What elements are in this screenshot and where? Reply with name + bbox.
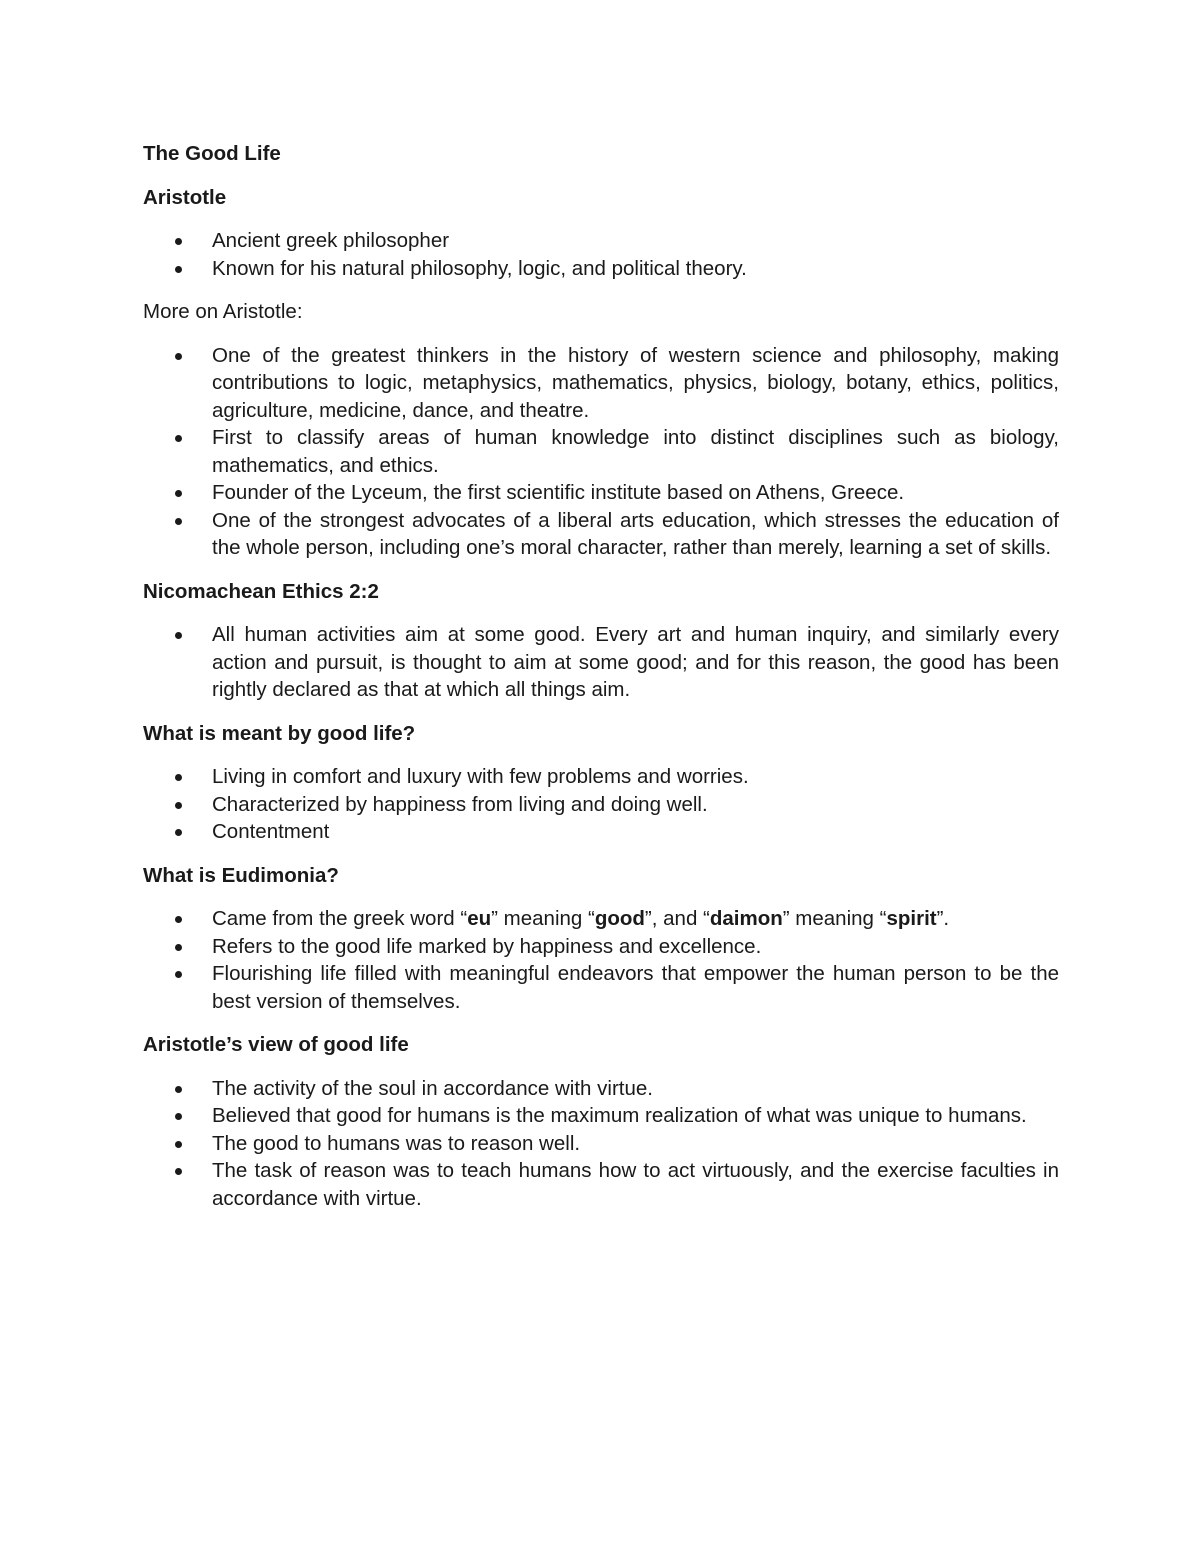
document-title: The Good Life [143, 142, 281, 165]
bullet-icon [175, 829, 182, 836]
list-item: One of the strongest advocates of a liberal arts education, which stresses the education of the whole person, including one’s moral character, rather than merely, learning a set of skills. [143, 507, 1059, 562]
bullet-icon [175, 632, 182, 639]
list-item: All human activities aim at some good. Every art and human inquiry, and similarly every action and pursuit, is thought to aim at some good; and for this reason, the good has been rightly declared as that at which all things aim. [143, 621, 1059, 704]
section-heading-more-on-aristotle: More on Aristotle: [143, 300, 303, 323]
list-item: Refers to the good life marked by happiness and excellence. [143, 933, 1059, 961]
bullet-icon [175, 1113, 182, 1120]
list-item: Contentment [143, 818, 1059, 846]
list-item: Ancient greek philosopher [143, 227, 1059, 255]
bullet-icon [175, 802, 182, 809]
bullet-icon [175, 971, 182, 978]
list-item: Living in comfort and luxury with few problems and worries. [143, 763, 1059, 791]
bullet-icon [175, 774, 182, 781]
aristotle-view-list [143, 1075, 1059, 1213]
nicomachean-list [143, 621, 1059, 704]
bullet-icon [175, 353, 182, 360]
section-heading-aristotle: Aristotle [143, 185, 227, 209]
list-item: The activity of the soul in accordance with virtue. [143, 1075, 1059, 1103]
list-item: Characterized by happiness from living and doing well. [143, 791, 1059, 819]
bullet-icon [175, 266, 182, 273]
section-heading-good-life: What is meant by good life? [143, 721, 416, 745]
bullet-icon [175, 490, 182, 497]
bullet-icon [175, 435, 182, 442]
list-item: Known for his natural philosophy, logic, and political theory. [143, 255, 1059, 283]
bullet-icon [175, 1086, 182, 1093]
term-eu: eu [467, 907, 492, 930]
term-good: good [594, 907, 645, 930]
term-daimon: daimon [709, 907, 783, 930]
bullet-icon [175, 238, 182, 245]
bullet-icon [175, 916, 182, 923]
good-life-list [143, 763, 1059, 846]
section-heading-nicomachean: Nicomachean Ethics 2:2 [143, 579, 379, 603]
document-page [143, 140, 1059, 1212]
bullet-icon [175, 1141, 182, 1148]
section-heading-eudimonia: What is Eudimonia? [143, 863, 339, 887]
list-item: Believed that good for humans is the maximum realization of what was unique to humans. [143, 1102, 1059, 1130]
aristotle-list [143, 227, 1059, 282]
list-item: First to classify areas of human knowledge into distinct disciplines such as biology, mathematics, and ethics. [143, 424, 1059, 479]
bullet-icon [175, 944, 182, 951]
term-spirit: spirit [886, 907, 937, 930]
list-item: The good to humans was to reason well. [143, 1130, 1059, 1158]
list-item: Founder of the Lyceum, the first scientific institute based on Athens, Greece. [143, 479, 1059, 507]
bullet-icon [175, 1168, 182, 1175]
list-item: The task of reason was to teach humans how to act virtuously, and the exercise faculties in accordance with virtue. [143, 1157, 1059, 1212]
list-item: One of the greatest thinkers in the history of western science and philosophy, making contributions to logic, metaphysics, mathematics, physics, biology, botany, ethics, politics, agriculture, medicine, dance, and theatre. [143, 342, 1059, 425]
section-heading-aristotle-view: Aristotle’s view of good life [143, 1033, 409, 1056]
eudimonia-list [143, 905, 1059, 1015]
more-on-aristotle-list [143, 342, 1059, 562]
list-item: Came from the greek word “eu” meaning “good”, and “daimon” meaning “spirit”. [143, 905, 1059, 933]
list-item: Flourishing life filled with meaningful endeavors that empower the human person to be the best version of themselves. [143, 960, 1059, 1015]
bullet-icon [175, 518, 182, 525]
